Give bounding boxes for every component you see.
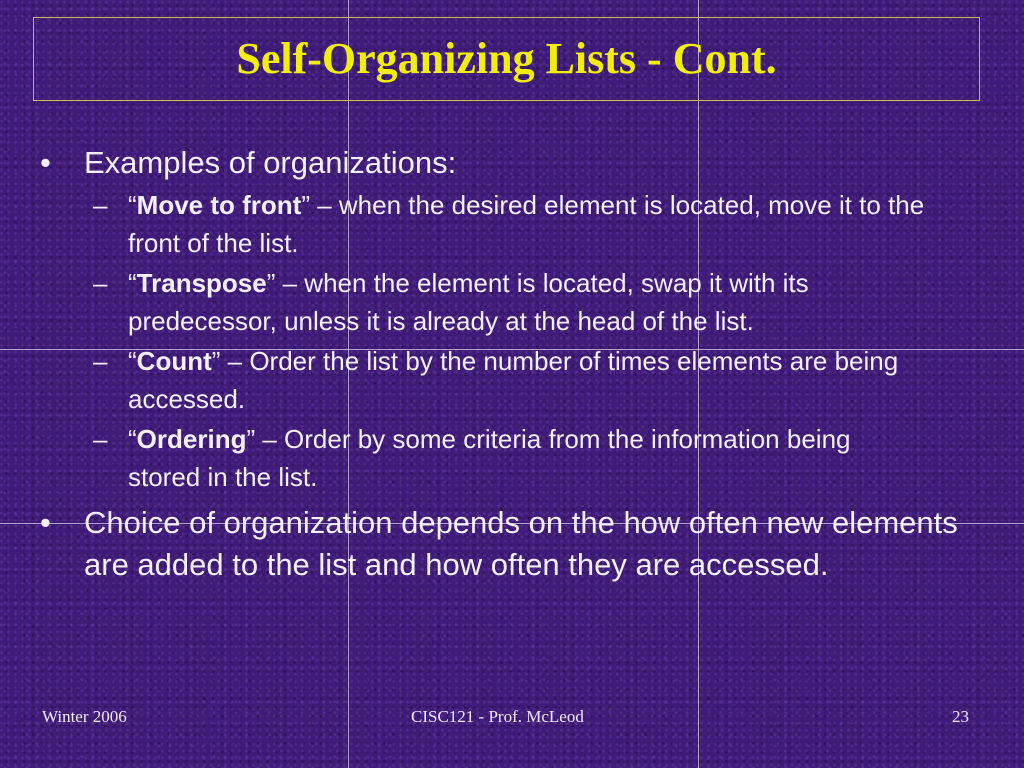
open-quote: “ (128, 190, 137, 220)
slide-content (40, 142, 970, 586)
open-quote: “ (128, 346, 137, 376)
sub-bullet-text (128, 420, 928, 496)
term-description: ” – Order the list by the number of times elements are being accessed. (128, 346, 899, 414)
sub-bullet-marker: – (93, 268, 108, 298)
sub-bullet-text (128, 264, 928, 340)
bullet-examples (40, 142, 970, 184)
sub-bullet-marker: – (93, 190, 108, 220)
sub-bullet-text (128, 342, 928, 418)
sub-bullet-marker: – (93, 346, 108, 376)
sub-bullet-transpose (93, 264, 970, 340)
footer-term: Winter 2006 (42, 707, 127, 726)
sub-bullet-count (93, 342, 970, 418)
term: Move to front (136, 190, 302, 220)
bullet-marker: • (40, 505, 51, 540)
sub-bullet-text (128, 186, 928, 262)
term-description: ” – Order by some criteria from the information being stored in the list. (128, 424, 851, 492)
sub-bullet-move-to-front (93, 186, 970, 262)
term: Ordering (136, 424, 247, 454)
term-description: ” – when the element is located, swap it with its predecessor, unless it is already at the head of the list. (128, 268, 809, 336)
open-quote: “ (128, 424, 137, 454)
bullet-text: Choice of organization depends on the how often new elements are added to the list and how often they are accessed. (84, 505, 958, 582)
slide-title: Self-Organizing Lists - Cont. (236, 34, 777, 83)
bullet-marker: • (40, 145, 51, 180)
term: Transpose (136, 268, 267, 298)
sub-bullet-marker: – (93, 424, 108, 454)
term: Count (136, 346, 212, 376)
bullet-text: Examples of organizations: (84, 145, 457, 180)
sub-bullet-ordering (93, 420, 970, 496)
term-description: ” – when the desired element is located, move it to the front of the list. (128, 190, 925, 258)
open-quote: “ (128, 268, 137, 298)
footer-course: CISC121 - Prof. McLeod (411, 707, 584, 726)
slide-number: 23 (952, 707, 969, 726)
title-box (33, 17, 980, 101)
bullet-choice (40, 502, 970, 586)
